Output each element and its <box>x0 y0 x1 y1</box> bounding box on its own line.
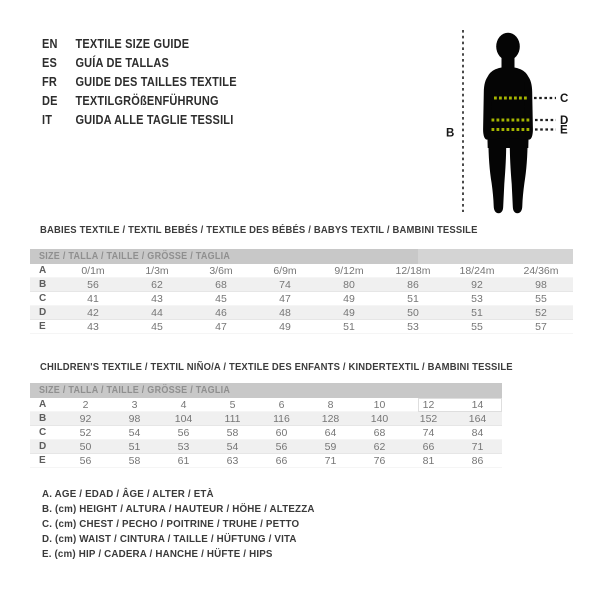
size-value-cell: 111 <box>224 413 241 425</box>
size-table-row <box>30 278 573 292</box>
legend-line: E. (cm) HIP / CADERA / HANCHE / HÜFTE / HIPS <box>42 548 273 560</box>
size-value-cell: 81 <box>422 455 435 467</box>
size-value-cell: 51 <box>128 441 141 453</box>
size-value-cell: 98 <box>128 413 141 425</box>
size-value-cell: 49 <box>279 321 291 333</box>
size-value-cell: 76 <box>373 455 386 467</box>
size-value-cell: 80 <box>343 279 355 291</box>
size-value-cell: 10 <box>373 399 386 411</box>
babies-table-header-label: SIZE / TALLA / TAILLE / GRÖSSE / TAGLIA <box>39 251 231 262</box>
size-value-cell: 41 <box>87 293 99 305</box>
row-label: A <box>39 265 47 276</box>
measurement-legend <box>42 487 335 562</box>
size-table-row <box>30 454 502 468</box>
size-value-cell: 52 <box>535 307 547 319</box>
size-value-cell: 24/36m <box>523 265 559 277</box>
size-value-cell: 53 <box>471 293 483 305</box>
babies-table-header <box>30 249 573 264</box>
size-value-cell: 45 <box>151 321 163 333</box>
size-value-cell: 12 <box>422 399 435 411</box>
row-label: D <box>39 307 47 318</box>
size-value-cell: 9/12m <box>334 265 364 277</box>
size-value-cell: 152 <box>419 413 438 425</box>
children-section-title: CHILDREN'S TEXTILE / TEXTIL NIÑO/A / TEXTILE DES ENFANTS / KINDERTEXTIL / BAMBINI TESSILE <box>40 361 513 373</box>
language-title: GUIDA ALLE TAGLIE TESSILI <box>75 113 234 127</box>
legend-line: C. (cm) CHEST / PECHO / POITRINE / TRUHE / PETTO <box>42 518 300 530</box>
size-table-row <box>30 440 502 454</box>
size-value-cell: 57 <box>535 321 547 333</box>
size-value-cell: 74 <box>422 427 435 439</box>
size-table-row <box>30 426 502 440</box>
size-value-cell: 140 <box>370 413 389 425</box>
size-value-cell: 0/1m <box>81 265 105 277</box>
size-table-row <box>30 320 573 334</box>
size-table-row <box>30 398 502 412</box>
size-value-cell: 66 <box>275 455 288 467</box>
size-value-cell: 3/6m <box>209 265 233 277</box>
legend-line: D. (cm) WAIST / CINTURA / TAILLE / HÜFTUNG / VITA <box>42 533 297 545</box>
hip-label: E <box>560 124 568 137</box>
row-label: E <box>39 455 46 466</box>
size-value-cell: 116 <box>273 413 290 425</box>
size-value-cell: 3 <box>131 399 138 411</box>
size-value-cell: 47 <box>215 321 227 333</box>
size-value-cell: 43 <box>87 321 99 333</box>
size-value-cell: 164 <box>468 413 487 425</box>
size-value-cell: 49 <box>343 293 355 305</box>
size-value-cell: 86 <box>407 279 419 291</box>
row-label: E <box>39 321 46 332</box>
language-title: GUÍA DE TALLAS <box>75 56 169 70</box>
language-code: ES <box>42 56 58 70</box>
row-label: A <box>39 399 47 410</box>
language-title: TEXTILGRÖßENFÜHRUNG <box>75 94 219 108</box>
child-silhouette-diagram <box>440 10 600 215</box>
size-value-cell: 14 <box>471 399 484 411</box>
size-value-cell: 84 <box>471 427 484 439</box>
language-title: TEXTILE SIZE GUIDE <box>75 37 190 51</box>
size-value-cell: 55 <box>535 293 547 305</box>
row-label: D <box>39 441 47 452</box>
body-measurement-figure <box>440 10 600 215</box>
size-table-row <box>30 306 573 320</box>
size-value-cell: 6/9m <box>273 265 297 277</box>
language-title: GUIDE DES TAILLES TEXTILE <box>75 75 237 89</box>
size-value-cell: 1/3m <box>145 265 169 277</box>
size-value-cell: 92 <box>79 413 92 425</box>
size-value-cell: 50 <box>407 307 419 319</box>
size-value-cell: 8 <box>327 399 334 411</box>
size-table-row <box>30 412 502 426</box>
chest-label: C <box>560 93 569 105</box>
language-code: EN <box>42 37 58 51</box>
size-value-cell: 128 <box>321 413 340 425</box>
babies-section-title: BABIES TEXTILE / TEXTIL BEBÉS / TEXTILE DES BÉBÉS / BABYS TEXTIL / BAMBINI TESSILE <box>40 224 478 236</box>
size-value-cell: 51 <box>343 321 355 333</box>
size-value-cell: 54 <box>128 427 141 439</box>
size-value-cell: 54 <box>226 441 239 453</box>
language-title-list <box>42 35 263 130</box>
size-value-cell: 68 <box>215 279 227 291</box>
size-table-row <box>30 292 573 306</box>
children-table-header-label: SIZE / TALLA / TAILLE / GRÖSSE / TAGLIA <box>39 385 231 396</box>
row-label: C <box>39 293 47 304</box>
size-value-cell: 42 <box>87 307 99 319</box>
size-value-cell: 51 <box>471 307 483 319</box>
row-label: B <box>39 279 47 290</box>
size-value-cell: 63 <box>226 455 239 467</box>
size-value-cell: 68 <box>373 427 386 439</box>
size-value-cell: 86 <box>471 455 484 467</box>
row-label: C <box>39 427 47 438</box>
child-silhouette <box>483 33 533 214</box>
size-value-cell: 49 <box>343 307 355 319</box>
size-value-cell: 56 <box>79 455 92 467</box>
waist-label: D <box>560 115 569 127</box>
size-value-cell: 56 <box>87 279 99 291</box>
language-code: IT <box>42 113 53 127</box>
size-value-cell: 48 <box>279 307 291 319</box>
language-row <box>42 111 237 130</box>
size-value-cell: 50 <box>79 441 92 453</box>
size-value-cell: 43 <box>151 293 163 305</box>
children-size-table <box>30 383 502 468</box>
size-value-cell: 62 <box>151 279 163 291</box>
children-table-header <box>30 383 502 398</box>
language-row <box>42 92 237 111</box>
size-value-cell: 71 <box>324 455 337 467</box>
babies-size-table <box>30 249 573 334</box>
size-value-cell: 56 <box>275 441 288 453</box>
size-value-cell: 53 <box>177 441 190 453</box>
size-value-cell: 47 <box>279 293 291 305</box>
size-value-cell: 58 <box>226 427 239 439</box>
size-value-cell: 60 <box>275 427 288 439</box>
size-value-cell: 2 <box>82 399 89 411</box>
size-value-cell: 71 <box>471 441 484 453</box>
row-label: B <box>39 413 47 424</box>
size-table-row <box>30 264 573 278</box>
size-value-cell: 5 <box>229 399 236 411</box>
size-value-cell: 98 <box>535 279 547 291</box>
size-value-cell: 51 <box>407 293 419 305</box>
size-value-cell: 56 <box>177 427 190 439</box>
children-table-body <box>30 398 502 468</box>
size-value-cell: 64 <box>324 427 337 439</box>
language-row <box>42 73 237 92</box>
size-value-cell: 53 <box>407 321 419 333</box>
size-value-cell: 46 <box>215 307 227 319</box>
size-value-cell: 104 <box>174 413 193 425</box>
language-code: DE <box>42 94 58 108</box>
language-row <box>42 54 237 73</box>
size-value-cell: 74 <box>279 279 291 291</box>
language-row <box>42 35 237 54</box>
size-value-cell: 18/24m <box>459 265 495 277</box>
language-code: FR <box>42 75 58 89</box>
height-label: B <box>446 127 455 140</box>
size-value-cell: 66 <box>422 441 435 453</box>
size-value-cell: 59 <box>324 441 337 453</box>
size-value-cell: 6 <box>278 399 285 411</box>
size-value-cell: 92 <box>471 279 483 291</box>
size-value-cell: 58 <box>128 455 141 467</box>
size-value-cell: 44 <box>151 307 163 319</box>
size-value-cell: 4 <box>180 399 187 411</box>
legend-line: A. AGE / EDAD / ÂGE / ALTER / ETÀ <box>42 488 214 500</box>
size-value-cell: 55 <box>471 321 483 333</box>
legend-line: B. (cm) HEIGHT / ALTURA / HAUTEUR / HÖHE / ALTEZZA <box>42 503 315 515</box>
size-value-cell: 61 <box>177 455 190 467</box>
size-value-cell: 12/18m <box>395 265 431 277</box>
size-value-cell: 52 <box>79 427 92 439</box>
size-value-cell: 62 <box>373 441 386 453</box>
size-value-cell: 45 <box>215 293 227 305</box>
babies-table-body <box>30 264 573 334</box>
